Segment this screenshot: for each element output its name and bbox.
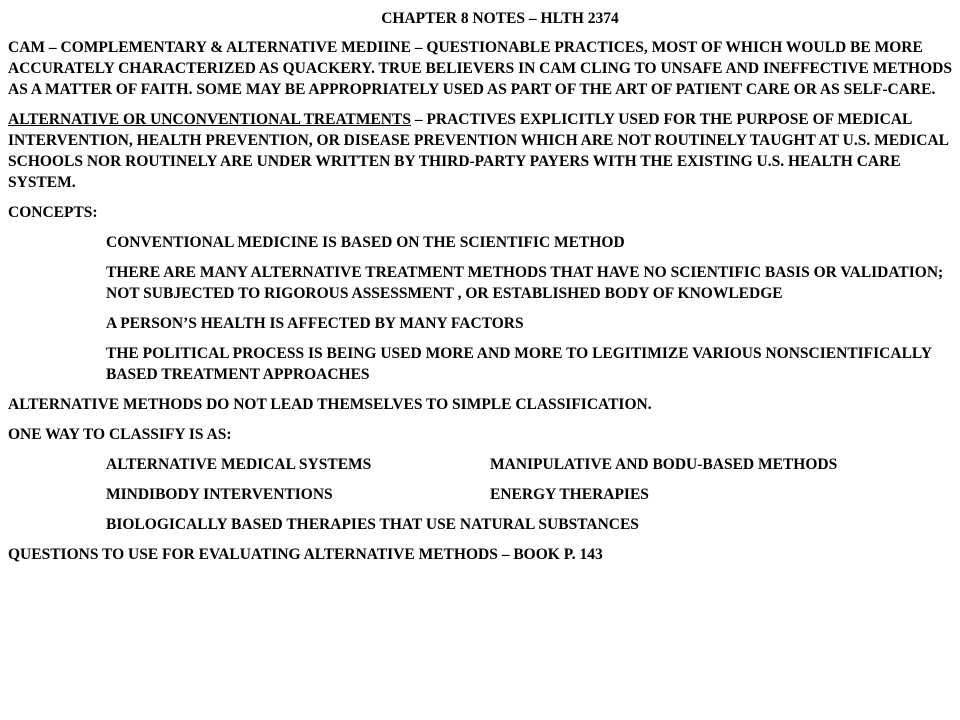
category-item: ENERGY THERAPIES [490,486,649,503]
concepts-label: CONCEPTS: [8,204,98,221]
concept-item: THERE ARE MANY ALTERNATIVE TREATMENT METHODS THAT HAVE NO SCIENTIFIC BASIS OR VALIDATION; NOT SUBJECTED TO RIGOROUS ASSESSMENT , OR ESTABLISHED BODY OF KNOWLEDGE [106,264,944,302]
page-title: CHAPTER 8 NOTES – HLTH 2374 [381,10,619,27]
concept-item: CONVENTIONAL MEDICINE IS BASED ON THE SCIENTIFIC METHOD [106,234,625,251]
category-row [106,484,952,505]
category-row [106,454,952,475]
alternative-treatments-body: – PRACTIVES EXPLICITLY USED FOR THE PURPOSE OF MEDICAL INTERVENTION, HEALTH PREVENTION, OR DISEASE PREVENTION WHICH ARE NOT ROUTINELY TAUGHT AT U.S. MEDICAL SCHOOLS NOR ROUTINELY ARE UNDER WRITTEN BY THIRD-PARTY PAYERS WITH THE EXISTING U.S. HEALTH CARE SYSTEM. [8,111,949,191]
notes-page [8,8,952,574]
questions-reference: QUESTIONS TO USE FOR EVALUATING ALTERNATIVE METHODS – BOOK P. 143 [8,546,603,563]
category-item: ALTERNATIVE MEDICAL SYSTEMS [106,456,372,473]
alternative-treatments-definition [8,109,952,193]
concept-item: THE POLITICAL PROCESS IS BEING USED MORE AND MORE TO LEGITIMIZE VARIOUS NONSCIENTIFICALLY BASED TREATMENT APPROACHES [106,345,932,383]
alternative-treatments-heading: ALTERNATIVE OR UNCONVENTIONAL TREATMENTS [8,111,411,128]
category-item: MANIPULATIVE AND BODU-BASED METHODS [490,456,838,473]
cam-definition: CAM – COMPLEMENTARY & ALTERNATIVE MEDIINE – QUESTIONABLE PRACTICES, MOST OF WHICH WOULD BE MORE ACCURATELY CHARACTERIZED AS QUACKERY. TRUE BELIEVERS IN CAM CLING TO UNSAFE AND INEFFECTIVE METHODS AS A MATTER OF FAITH. SOME MAY BE APPROPRIATELY USED AS PART OF THE ART OF PATIENT CARE OR AS SELF-CARE. [8,39,952,98]
category-item: MINDIBODY INTERVENTIONS [106,486,333,503]
classification-statement: ALTERNATIVE METHODS DO NOT LEAD THEMSELVES TO SIMPLE CLASSIFICATION. [8,396,652,413]
concept-item: A PERSON’S HEALTH IS AFFECTED BY MANY FACTORS [106,315,524,332]
category-item: BIOLOGICALLY BASED THERAPIES THAT USE NATURAL SUBSTANCES [106,516,639,533]
classify-intro: ONE WAY TO CLASSIFY IS AS: [8,426,232,443]
